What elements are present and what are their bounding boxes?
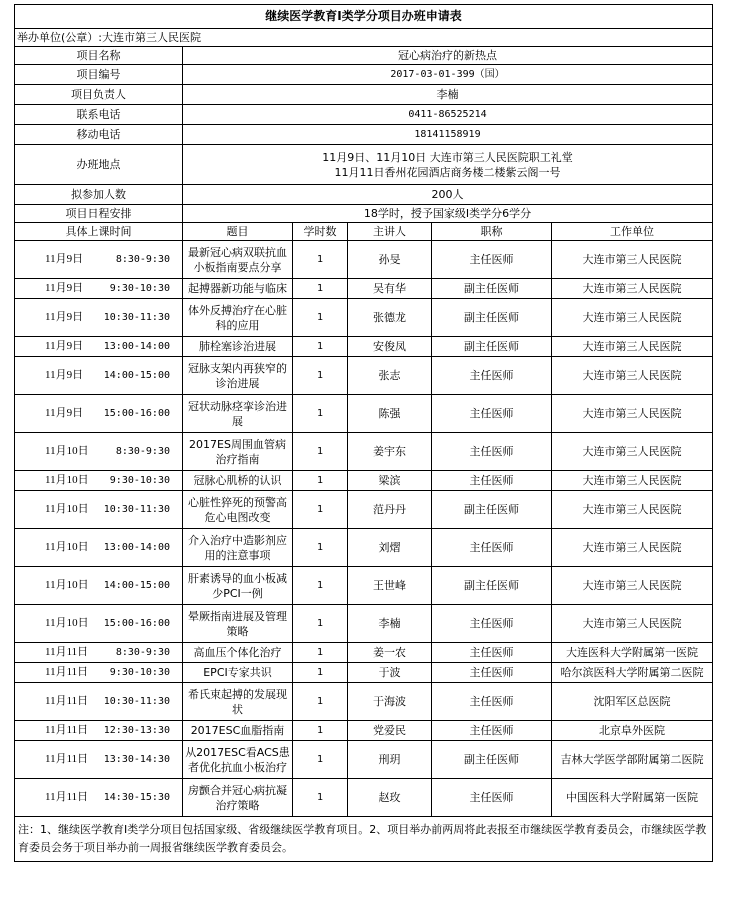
row-speaker: 于海波 <box>348 683 432 721</box>
row-date: 11月11日 <box>45 646 89 658</box>
row-unit: 大连市第三人民医院 <box>552 299 713 337</box>
row-date: 11月10日 <box>45 617 89 629</box>
header-hours: 学时数 <box>293 223 348 241</box>
row-title: 主任医师 <box>432 395 552 433</box>
schedule-row <box>15 299 713 337</box>
row-time <box>15 567 183 605</box>
row-title: 副主任医师 <box>432 491 552 529</box>
row-time <box>15 741 183 779</box>
row-speaker: 孙旻 <box>348 241 432 279</box>
row-unit: 中国医科大学附属第一医院 <box>552 779 713 817</box>
info-label-name: 项目名称 <box>15 47 183 65</box>
row-topic: 冠脉支架内再狭窄的诊治进展 <box>183 357 293 395</box>
row-title: 主任医师 <box>432 721 552 741</box>
row-time <box>15 605 183 643</box>
row-date: 11月11日 <box>45 753 89 765</box>
schedule-row <box>15 357 713 395</box>
row-speaker: 张德龙 <box>348 299 432 337</box>
row-time <box>15 433 183 471</box>
row-hours: 1 <box>293 529 348 567</box>
row-topic: 起搏器新功能与临床 <box>183 279 293 299</box>
row-title: 副主任医师 <box>432 299 552 337</box>
row-time-range: 8:30-9:30 <box>115 254 170 265</box>
row-hours: 1 <box>293 241 348 279</box>
row-date: 11月10日 <box>45 445 89 457</box>
row-date: 11月10日 <box>45 503 89 515</box>
info-label-code: 项目编号 <box>15 65 183 85</box>
row-time <box>15 279 183 299</box>
row-time <box>15 471 183 491</box>
row-time-range: 9:30-10:30 <box>109 667 170 678</box>
venue-label: 办班地点 <box>15 145 183 185</box>
row-time-range: 10:30-11:30 <box>103 504 170 515</box>
row-unit: 北京阜外医院 <box>552 721 713 741</box>
row-hours: 1 <box>293 357 348 395</box>
row-hours: 1 <box>293 567 348 605</box>
row-title: 主任医师 <box>432 683 552 721</box>
info-value-name: 冠心病治疗的新热点 <box>183 47 713 65</box>
schedule-row <box>15 567 713 605</box>
row-date: 11月9日 <box>45 369 84 381</box>
row-topic: EPCI专家共识 <box>183 663 293 683</box>
row-title: 副主任医师 <box>432 741 552 779</box>
schedule-row <box>15 433 713 471</box>
info-label-phone: 联系电话 <box>15 105 183 125</box>
row-title: 主任医师 <box>432 643 552 663</box>
row-time-range: 15:00-16:00 <box>103 408 170 419</box>
info-value-code: 2017-03-01-399（国） <box>183 65 713 85</box>
row-title: 副主任医师 <box>432 337 552 357</box>
row-topic: 房颤合并冠心病抗凝治疗策略 <box>183 779 293 817</box>
info-value-leader: 李楠 <box>183 85 713 105</box>
row-speaker: 王世峰 <box>348 567 432 605</box>
row-speaker: 刘熠 <box>348 529 432 567</box>
row-time <box>15 337 183 357</box>
venue-line-2: 11月11日香州花园酒店商务楼二楼紫云阁一号 <box>334 165 561 179</box>
info-value-phone: 0411-86525214 <box>183 105 713 125</box>
schedule-header-row <box>15 223 713 241</box>
row-time-range: 10:30-11:30 <box>103 696 170 707</box>
row-topic: 肺栓塞诊治进展 <box>183 337 293 357</box>
row-unit: 大连市第三人民医院 <box>552 357 713 395</box>
row-unit: 大连市第三人民医院 <box>552 567 713 605</box>
row-date: 11月11日 <box>45 724 89 736</box>
row-time-range: 8:30-9:30 <box>115 647 170 658</box>
row-hours: 1 <box>293 337 348 357</box>
organizer-line: 举办单位(公章）:大连市第三人民医院 <box>15 29 713 47</box>
row-unit: 大连市第三人民医院 <box>552 395 713 433</box>
row-topic: 希氏束起搏的发展现状 <box>183 683 293 721</box>
attendees-label: 拟参加人数 <box>15 185 183 205</box>
schedule-row <box>15 395 713 433</box>
row-unit: 大连市第三人民医院 <box>552 491 713 529</box>
schedule-row <box>15 721 713 741</box>
row-title: 主任医师 <box>432 529 552 567</box>
row-title: 主任医师 <box>432 357 552 395</box>
row-time-range: 10:30-11:30 <box>103 312 170 323</box>
row-hours: 1 <box>293 299 348 337</box>
row-time <box>15 663 183 683</box>
schedule-row <box>15 337 713 357</box>
row-hours: 1 <box>293 643 348 663</box>
row-time <box>15 395 183 433</box>
row-time-range: 9:30-10:30 <box>109 283 170 294</box>
form-title: 继续医学教育I类学分项目办班申请表 <box>15 5 713 29</box>
row-topic: 从2017ESC看ACS患者优化抗血小板治疗 <box>183 741 293 779</box>
row-date: 11月10日 <box>45 579 89 591</box>
row-speaker: 于波 <box>348 663 432 683</box>
row-time-range: 8:30-9:30 <box>115 446 170 457</box>
row-topic: 体外反搏治疗在心脏科的应用 <box>183 299 293 337</box>
row-time <box>15 683 183 721</box>
row-unit: 大连市第三人民医院 <box>552 605 713 643</box>
application-form <box>14 4 712 862</box>
row-topic: 心脏性猝死的预警高危心电图改变 <box>183 491 293 529</box>
row-unit: 大连市第三人民医院 <box>552 241 713 279</box>
schedule-row <box>15 471 713 491</box>
row-date: 11月9日 <box>45 253 84 265</box>
row-speaker: 吴有华 <box>348 279 432 299</box>
row-title: 主任医师 <box>432 241 552 279</box>
row-speaker: 梁滨 <box>348 471 432 491</box>
row-speaker: 刑玥 <box>348 741 432 779</box>
row-speaker: 安俊凤 <box>348 337 432 357</box>
row-time-range: 13:00-14:00 <box>103 341 170 352</box>
row-topic: 冠脉心肌桥的认识 <box>183 471 293 491</box>
row-date: 11月11日 <box>45 695 89 707</box>
row-time <box>15 491 183 529</box>
row-title: 主任医师 <box>432 471 552 491</box>
row-date: 11月9日 <box>45 407 84 419</box>
row-hours: 1 <box>293 663 348 683</box>
row-speaker: 李楠 <box>348 605 432 643</box>
row-hours: 1 <box>293 471 348 491</box>
header-unit: 工作单位 <box>552 223 713 241</box>
info-label-mobile: 移动电话 <box>15 125 183 145</box>
row-time <box>15 529 183 567</box>
row-time-range: 13:00-14:00 <box>103 542 170 553</box>
row-time-range: 15:00-16:00 <box>103 618 170 629</box>
row-unit: 哈尔滨医科大学附属第二医院 <box>552 663 713 683</box>
row-title: 副主任医师 <box>432 279 552 299</box>
venue-line-1: 11月9日、11月10日 大连市第三人民医院职工礼堂 <box>322 150 573 164</box>
schedule-row <box>15 279 713 299</box>
row-unit: 大连市第三人民医院 <box>552 471 713 491</box>
row-topic: 冠状动脉痉挛诊治进展 <box>183 395 293 433</box>
header-speaker: 主讲人 <box>348 223 432 241</box>
footnote: 注：1、继续医学教育Ⅰ类学分项目包括国家级、省级继续医学教育项目。2、项目举办前两周将此表报至市继续医学教育委员会，市继续医学教育委员会务于项目举办前一周报省继续医学教育委员会。 <box>15 817 713 862</box>
row-unit: 大连医科大学附属第一医院 <box>552 643 713 663</box>
row-hours: 1 <box>293 605 348 643</box>
row-date: 11月10日 <box>45 541 89 553</box>
row-time-range: 14:00-15:00 <box>103 370 170 381</box>
row-topic: 2017ESC血脂指南 <box>183 721 293 741</box>
schedule-row <box>15 779 713 817</box>
row-time-range: 9:30-10:30 <box>109 475 170 486</box>
row-speaker: 姜宇东 <box>348 433 432 471</box>
row-hours: 1 <box>293 433 348 471</box>
schedule-row <box>15 643 713 663</box>
schedule-row <box>15 741 713 779</box>
row-time-range: 14:30-15:30 <box>103 792 170 803</box>
row-title: 主任医师 <box>432 605 552 643</box>
row-time <box>15 357 183 395</box>
row-hours: 1 <box>293 779 348 817</box>
schedule-value: 18学时，授予国家级I类学分6学分 <box>183 205 713 223</box>
row-unit: 沈阳军区总医院 <box>552 683 713 721</box>
row-unit: 大连市第三人民医院 <box>552 529 713 567</box>
row-hours: 1 <box>293 491 348 529</box>
row-title: 副主任医师 <box>432 567 552 605</box>
schedule-row <box>15 529 713 567</box>
header-time: 具体上课时间 <box>15 223 183 241</box>
schedule-row <box>15 663 713 683</box>
schedule-row <box>15 241 713 279</box>
row-title: 主任医师 <box>432 663 552 683</box>
row-topic: 最新冠心病双联抗血小板指南要点分享 <box>183 241 293 279</box>
row-date: 11月9日 <box>45 311 84 323</box>
info-value-mobile: 18141158919 <box>183 125 713 145</box>
form-table <box>14 4 713 862</box>
row-time-range: 12:30-13:30 <box>103 725 170 736</box>
row-hours: 1 <box>293 721 348 741</box>
row-date: 11月10日 <box>45 474 89 486</box>
schedule-row <box>15 605 713 643</box>
row-title: 主任医师 <box>432 433 552 471</box>
row-topic: 晕厥指南进展及管理策略 <box>183 605 293 643</box>
info-label-leader: 项目负责人 <box>15 85 183 105</box>
row-speaker: 党爱民 <box>348 721 432 741</box>
row-unit: 大连市第三人民医院 <box>552 279 713 299</box>
row-time <box>15 241 183 279</box>
row-topic: 肝素诱导的血小板减少PCI一例 <box>183 567 293 605</box>
row-speaker: 张志 <box>348 357 432 395</box>
row-topic: 介入治疗中造影剂应用的注意事项 <box>183 529 293 567</box>
row-title: 主任医师 <box>432 779 552 817</box>
schedule-label: 项目日程安排 <box>15 205 183 223</box>
row-hours: 1 <box>293 395 348 433</box>
attendees-value: 200人 <box>183 185 713 205</box>
row-hours: 1 <box>293 279 348 299</box>
row-unit: 大连市第三人民医院 <box>552 337 713 357</box>
row-speaker: 赵玫 <box>348 779 432 817</box>
row-topic: 2017ES周围血管病治疗指南 <box>183 433 293 471</box>
row-unit: 大连市第三人民医院 <box>552 433 713 471</box>
venue-value <box>183 145 713 185</box>
row-time <box>15 721 183 741</box>
row-time <box>15 299 183 337</box>
row-hours: 1 <box>293 683 348 721</box>
row-topic: 高血压个体化治疗 <box>183 643 293 663</box>
row-time <box>15 643 183 663</box>
row-speaker: 范丹丹 <box>348 491 432 529</box>
row-time-range: 14:00-15:00 <box>103 580 170 591</box>
row-date: 11月11日 <box>45 791 89 803</box>
row-speaker: 姜一农 <box>348 643 432 663</box>
row-speaker: 陈强 <box>348 395 432 433</box>
row-hours: 1 <box>293 741 348 779</box>
schedule-row <box>15 491 713 529</box>
header-topic: 题目 <box>183 223 293 241</box>
header-title: 职称 <box>432 223 552 241</box>
schedule-row <box>15 683 713 721</box>
row-time <box>15 779 183 817</box>
row-date: 11月9日 <box>45 340 84 352</box>
row-time-range: 13:30-14:30 <box>103 754 170 765</box>
row-date: 11月9日 <box>45 282 84 294</box>
row-unit: 吉林大学医学部附属第二医院 <box>552 741 713 779</box>
row-date: 11月11日 <box>45 666 89 678</box>
